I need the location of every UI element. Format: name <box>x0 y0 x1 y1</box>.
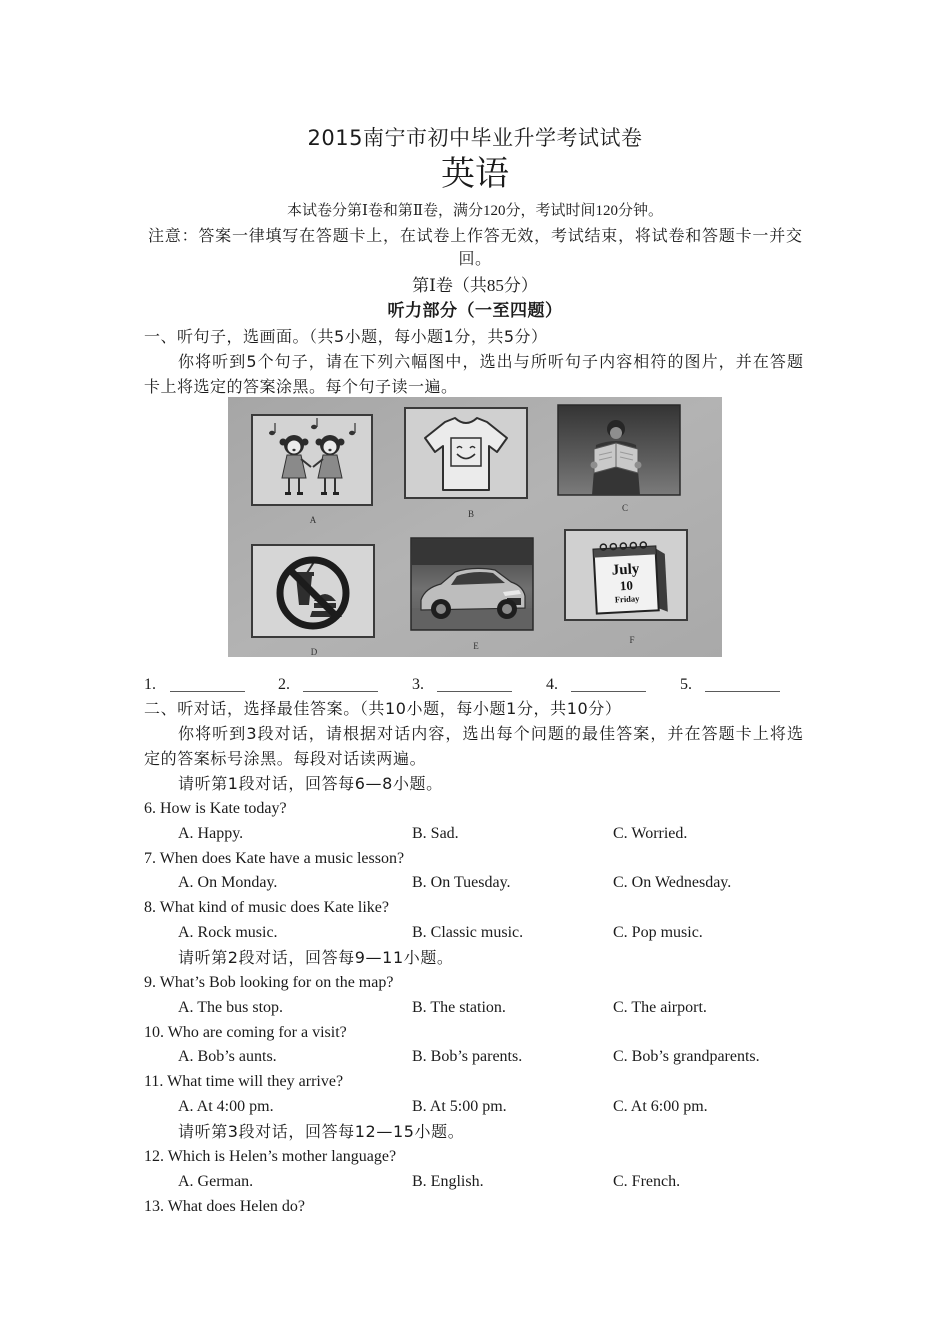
question-9-options <box>144 996 805 1021</box>
girl-1-pigtail <box>280 439 287 446</box>
girl-2-pigtail <box>316 439 323 446</box>
blank-number-5: 5. <box>680 675 692 693</box>
question-12-options <box>144 1170 805 1195</box>
option-9b: B. The station. <box>412 998 506 1016</box>
calendar-weekday: Friday <box>614 593 640 605</box>
calendar-month: July <box>611 561 640 579</box>
subject-title: 英语 <box>441 156 509 193</box>
notice-line-1: 注意：答案一律填写在答题卡上，在试卷上作答无效，考试结束，将试卷和答题卡一并交 <box>148 225 802 245</box>
answer-blank-4 <box>571 691 646 692</box>
section-2-heading: 二、听对话，选择最佳答案。（共10小题，每小题1分，共10分） <box>144 699 622 719</box>
background-trees <box>412 539 532 565</box>
section-2-instruction-line-1: 你将听到3段对话，请根据对话内容，选出每个问题的最佳答案，并在答题卡上将选 <box>178 724 803 744</box>
option-8b: B. Classic music. <box>412 924 524 942</box>
no-eating-drinking-icon <box>252 545 374 637</box>
picture-label-f: F <box>629 635 635 645</box>
girl-1-pigtail <box>302 439 309 446</box>
question-13: 13. What does Helen do? <box>144 1197 305 1215</box>
option-7b: B. On Tuesday. <box>412 874 511 892</box>
answer-blanks-row <box>144 673 805 698</box>
option-7a: A. On Monday. <box>178 874 278 892</box>
car-rim <box>502 604 512 614</box>
calendar-icon <box>565 530 687 620</box>
section-1-instruction-line-2: 卡上将选定的答案涂黑。每个句子读一遍。 <box>144 376 458 396</box>
question-8: 8. What kind of music does Kate like? <box>144 899 389 917</box>
girl-2-face <box>324 441 337 454</box>
girl-1-face <box>288 441 301 454</box>
picture-label-c: C <box>621 503 629 513</box>
reader-hand <box>635 462 642 469</box>
pictures-scan <box>228 397 722 657</box>
reader-hand <box>591 462 598 469</box>
singing-girls-icon <box>252 415 372 505</box>
music-note-head <box>311 425 317 429</box>
volume-heading: 第Ⅰ卷（共85分） <box>412 275 538 295</box>
option-9a: A. The bus stop. <box>178 998 284 1016</box>
reader-face <box>610 427 622 439</box>
girl-2-mouth <box>328 449 331 451</box>
question-7: 7. When does Kate have a music lesson? <box>144 849 405 867</box>
exam-title: 2015南宁市初中毕业升学考试试卷 <box>307 126 643 150</box>
girl-2-shoe <box>333 492 339 495</box>
picture-label-a: A <box>309 515 317 525</box>
question-11-options <box>144 1095 805 1120</box>
option-6a: A. Happy. <box>178 824 244 842</box>
blank-number-1: 1. <box>144 675 156 693</box>
calendar-day: 10 <box>619 577 634 594</box>
dialogue-2-prompt: 请听第2段对话，回答每9—11小题。 <box>178 948 454 968</box>
option-9c: C. The airport. <box>613 998 707 1016</box>
question-10: 10. Who are coming for a visit? <box>144 1023 347 1041</box>
girl-2-shoe <box>321 492 327 495</box>
question-8-options <box>144 921 805 946</box>
question-10-options <box>144 1045 805 1070</box>
option-11c: C. At 6:00 pm. <box>613 1098 708 1116</box>
dialogue-1-prompt: 请听第1段对话，回答每6—8小题。 <box>178 774 443 793</box>
question-12: 12. Which is Helen’s mother language? <box>144 1147 397 1165</box>
music-note-head <box>269 431 275 435</box>
listening-questions <box>144 673 805 1220</box>
notice-line-2: 回。 <box>458 248 492 268</box>
answer-blank-2 <box>303 691 378 692</box>
option-8a: A. Rock music. <box>178 924 278 942</box>
option-6b: B. Sad. <box>412 824 459 842</box>
answer-blank-3 <box>437 691 512 692</box>
option-12c: C. French. <box>613 1172 681 1190</box>
picture-label-e: E <box>473 641 479 651</box>
section-2-instruction-line-2: 定的答案标号涂黑。每段对话读两遍。 <box>144 749 427 769</box>
section-1-heading: 一、听句子，选画面。（共5小题，每小题1分，共5分） <box>144 326 548 346</box>
blank-number-2: 2. <box>278 675 290 693</box>
picture-label-b: B <box>467 509 475 519</box>
question-9: 9. What’s Bob looking for on the map? <box>144 973 394 991</box>
option-11a: A. At 4:00 pm. <box>178 1098 274 1116</box>
blank-number-4: 4. <box>546 675 558 693</box>
music-note-head <box>349 431 355 435</box>
question-7-options <box>144 871 805 896</box>
listening-pictures <box>228 397 722 657</box>
option-10b: B. Bob’s parents. <box>412 1048 523 1066</box>
girl-1-shoe <box>285 492 291 495</box>
blank-number-3: 3. <box>412 675 424 693</box>
picture-label-d: D <box>310 647 318 657</box>
part-heading: 听力部分（一至四题） <box>387 300 563 321</box>
answer-blank-1 <box>170 691 245 692</box>
option-12b: B. English. <box>412 1172 484 1190</box>
dialogue-3-prompt: 请听第3段对话，回答每12—15小题。 <box>178 1122 465 1142</box>
t-shirt-icon <box>405 408 527 498</box>
car-rim <box>436 604 446 614</box>
girl-1-mouth <box>292 449 295 451</box>
option-11b: B. At 5:00 pm. <box>412 1098 507 1116</box>
exam-info: 本试卷分第Ⅰ卷和第Ⅱ卷，满分120分，考试时间120分钟。 <box>286 202 664 219</box>
car-icon <box>411 538 533 630</box>
section-1-instruction-line-1: 你将听到5个句子，请在下列六幅图中，选出与所听句子内容相符的图片，并在答题 <box>178 351 803 371</box>
question-11: 11. What time will they arrive? <box>144 1073 344 1091</box>
option-10c: C. Bob’s grandparents. <box>613 1048 760 1066</box>
girl-2-pigtail <box>338 439 345 446</box>
option-8c: C. Pop music. <box>613 924 703 942</box>
reading-person-icon <box>558 405 680 495</box>
calendar-page-group <box>593 541 668 616</box>
option-12a: A. German. <box>178 1172 254 1190</box>
question-6: 6. How is Kate today? <box>144 799 287 817</box>
question-6-options <box>144 822 805 847</box>
option-6c: C. Worried. <box>613 824 688 842</box>
option-10a: A. Bob’s aunts. <box>178 1048 277 1066</box>
option-7c: C. On Wednesday. <box>613 874 732 892</box>
girl-1-shoe <box>297 492 303 495</box>
answer-blank-5 <box>705 691 780 692</box>
